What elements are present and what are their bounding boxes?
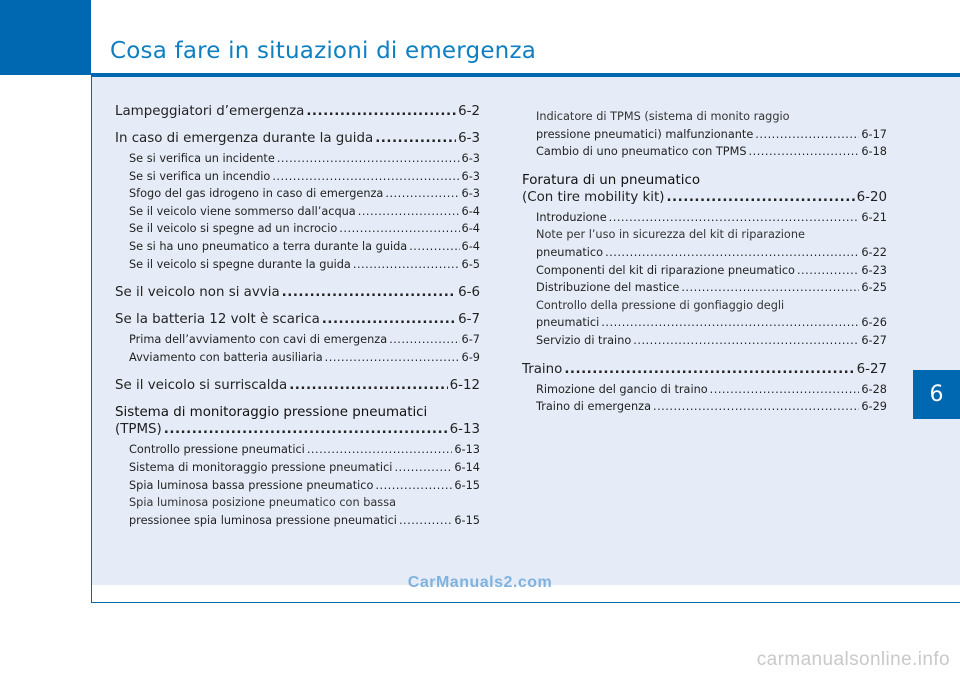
toc-entry-title: pressionee spia luminosa pressione pneumatici — [129, 513, 397, 527]
toc-entry-row — [129, 203, 480, 221]
toc-entry-page: 6-25 — [861, 281, 887, 295]
toc-entry-row — [129, 441, 480, 459]
toc-entry-title: Cambio di uno pneumatico con TPMS — [536, 145, 747, 159]
dot-leader — [375, 131, 456, 146]
dot-leader — [409, 238, 459, 256]
corner-block — [0, 0, 91, 75]
toc-entry-row — [129, 477, 480, 495]
toc-entry-page: 6-22 — [861, 245, 887, 259]
toc-entry-row — [129, 185, 480, 203]
toc-entry-page: 6-15 — [454, 513, 480, 527]
toc-entry-page: 6-21 — [861, 210, 887, 224]
toc-subsection[interactable] — [129, 459, 480, 477]
dot-leader — [653, 398, 859, 416]
toc-entry-title: Rimozione del gancio di traino — [536, 382, 708, 396]
toc-entry-title: Sistema di monitoraggio pressione pneumatici — [129, 460, 393, 474]
toc-entry-row — [536, 332, 887, 350]
toc-entry-row — [536, 143, 887, 161]
dot-leader — [307, 441, 453, 459]
toc-section[interactable] — [115, 131, 480, 146]
toc-entry-row — [129, 512, 480, 530]
toc-entry-title: Se il veicolo si surriscalda — [115, 378, 288, 394]
toc-subsection[interactable] — [129, 203, 480, 221]
dot-leader — [710, 381, 860, 399]
dot-leader — [272, 168, 459, 186]
toc-entry-title: Se si ha uno pneumatico a terra durante la guida — [129, 239, 408, 253]
dot-leader — [306, 104, 456, 119]
toc-subsection[interactable] — [129, 238, 480, 256]
toc-entry-row — [129, 349, 480, 367]
toc-entry-title-line1: Sistema di monitoraggio pressione pneumatici — [115, 405, 428, 421]
dot-leader — [375, 477, 452, 495]
toc-entry-page: 6-12 — [449, 378, 480, 394]
toc-entry-page: 6-2 — [458, 104, 480, 119]
toc-entry-row — [115, 312, 480, 327]
toc-entry-row — [129, 238, 480, 256]
toc-entry-page: 6-26 — [861, 316, 887, 330]
toc-entry-row — [536, 381, 887, 399]
toc-entry-title: In caso di emergenza durante la guida — [115, 131, 374, 146]
dot-leader — [633, 332, 859, 350]
toc-entry-page: 6-4 — [461, 204, 480, 218]
toc-entry-title-line1: Spia luminosa posizione pneumatico con bassa — [129, 496, 397, 510]
dot-leader — [353, 256, 460, 274]
toc-entry-row — [536, 398, 887, 416]
toc-entry-page: 6-4 — [461, 222, 480, 236]
dot-leader — [797, 262, 859, 280]
toc-subsection[interactable] — [536, 279, 887, 297]
toc-entry-page: 6-4 — [461, 239, 480, 253]
toc-subsection[interactable] — [536, 332, 887, 350]
toc-entry-title: Traino di emergenza — [536, 400, 651, 414]
dot-leader — [282, 285, 456, 300]
dot-leader — [399, 512, 452, 530]
toc-subsection[interactable] — [129, 331, 480, 349]
dot-leader — [681, 279, 859, 297]
toc-entry-row — [536, 262, 887, 280]
toc-entry-title: Distribuzione del mastice — [536, 281, 680, 295]
toc-entry-page: 6-3 — [461, 152, 480, 165]
toc-entry-title-line1: Indicatore di TPMS (sistema di monito raggio — [536, 110, 790, 123]
toc-right-column — [522, 108, 887, 416]
toc-entry-title: (Con tire mobility kit) — [522, 189, 665, 205]
toc-entry-page: 6-17 — [861, 127, 887, 141]
toc-entry-page: 6-3 — [458, 131, 480, 146]
toc-subsection[interactable] — [129, 256, 480, 274]
toc-subsection[interactable] — [129, 220, 480, 238]
dot-leader — [749, 143, 860, 161]
toc-entry-row — [536, 314, 887, 332]
toc-entry-title: Se il veicolo non si avvia — [115, 285, 280, 301]
toc-entry-page: 6-28 — [861, 382, 887, 396]
toc-entry-title: Se la batteria 12 volt è scarica — [115, 312, 320, 328]
toc-entry-title: Controllo pressione pneumatici — [129, 443, 305, 457]
toc-entry-page: 6-13 — [449, 422, 480, 438]
toc-entry-title: Servizio di traino — [536, 333, 632, 347]
toc-entry-title: pneumatici — [536, 316, 600, 330]
toc-entry-page: 6-13 — [454, 443, 480, 457]
toc-entry-page: 6-18 — [861, 145, 887, 159]
toc-subsection[interactable] — [129, 477, 480, 495]
toc-subsection[interactable] — [536, 226, 887, 261]
toc-subsection[interactable] — [129, 441, 480, 459]
dot-leader — [385, 185, 459, 203]
toc-subsection[interactable] — [536, 262, 887, 280]
toc-entry-title: Componenti del kit di riparazione pneumatico — [536, 263, 795, 277]
chapter-tab[interactable]: 6 — [913, 370, 960, 419]
toc-entry-page: 6-20 — [856, 189, 887, 205]
toc-subsection[interactable] — [536, 297, 887, 332]
toc-subsection[interactable] — [536, 398, 887, 416]
toc-entry-row — [115, 285, 480, 300]
toc-entry-page: 6-27 — [856, 361, 887, 377]
toc-entry-title: Lampeggiatori d’emergenza — [115, 104, 305, 119]
toc-entry-page: 6-15 — [454, 478, 480, 492]
dot-leader — [322, 312, 456, 327]
toc-entry-title: pressione pneumatici) malfunzionante — [536, 127, 754, 141]
dot-leader — [666, 190, 854, 205]
toc-entry-page: 6-14 — [454, 460, 480, 474]
toc-entry-row — [522, 362, 887, 377]
toc-section[interactable] — [522, 173, 887, 205]
toc-entry-row — [129, 459, 480, 477]
toc-subsection[interactable] — [129, 185, 480, 203]
dot-leader — [601, 314, 859, 332]
dot-leader — [164, 422, 448, 437]
dot-leader — [389, 331, 459, 349]
dot-leader — [605, 244, 859, 262]
page-title: Cosa fare in situazioni di emergenza — [110, 38, 537, 64]
toc-subsection[interactable] — [536, 381, 887, 399]
toc-entry-row — [129, 220, 480, 238]
toc-entry-title: Sfogo del gas idrogeno in caso di emergenza — [129, 187, 384, 201]
toc-entry-title-line1: Controllo della pressione di gonfiaggio degli — [536, 298, 785, 312]
dot-leader — [358, 203, 460, 221]
toc-entry-row — [536, 244, 887, 262]
toc-section[interactable] — [115, 405, 480, 437]
dot-leader — [564, 362, 854, 377]
toc-section[interactable] — [115, 312, 480, 327]
toc-entry-page: 6-5 — [461, 257, 480, 271]
toc-entry-title: Se si verifica un incidente — [129, 152, 275, 165]
toc-entry-row — [536, 126, 887, 144]
toc-section[interactable] — [115, 104, 480, 119]
toc-entry-title: Se il veicolo si spegne ad un incrocio — [129, 222, 338, 236]
toc-entry-page: 6-3 — [461, 169, 480, 183]
toc-entry-page: 6-6 — [458, 285, 480, 301]
toc-entry-title: Se si verifica un incendio — [129, 169, 271, 183]
watermark-carmanuals2: CarManuals2.com — [407, 574, 553, 591]
toc-entry-row — [536, 209, 887, 227]
toc-section[interactable] — [115, 378, 480, 393]
toc-entry-page: 6-29 — [861, 400, 887, 414]
dot-leader — [339, 220, 459, 238]
toc-subsection[interactable] — [536, 108, 887, 143]
toc-entry-row — [536, 279, 887, 297]
dot-leader — [609, 209, 860, 227]
toc-entry-row — [115, 378, 480, 393]
dot-leader — [289, 378, 447, 393]
toc-entry-row — [129, 331, 480, 349]
toc-entry-title-line1: Note per l’uso in sicurezza del kit di riparazione — [536, 228, 805, 242]
toc-entry-row — [129, 168, 480, 186]
toc-entry-page: 6-7 — [458, 312, 480, 328]
toc-entry-page: 6-23 — [861, 263, 887, 277]
toc-entry-title: Se il veicolo viene sommerso dall’acqua — [129, 204, 356, 218]
toc-entry-title: Spia luminosa bassa pressione pneumatico — [129, 478, 374, 492]
toc-entry-row — [115, 422, 480, 437]
toc-entry-row — [522, 190, 887, 205]
toc-entry-page: 6-27 — [861, 333, 887, 347]
left-rule — [91, 77, 92, 603]
toc-entry-page: 6-7 — [461, 333, 480, 347]
toc-entry-title-line1: Foratura di un pneumatico — [522, 172, 701, 188]
toc-entry-row — [115, 131, 480, 146]
toc-section[interactable] — [522, 362, 887, 377]
watermark-carmanualsonline: carmanualsonline.info — [756, 649, 950, 670]
toc-entry-row — [115, 104, 480, 119]
toc-subsection[interactable] — [129, 150, 480, 168]
toc-entry-title: Avviamento con batteria ausiliaria — [129, 350, 323, 364]
dot-leader — [394, 459, 452, 477]
dot-leader — [755, 126, 859, 144]
toc-left-column — [115, 104, 480, 529]
toc-entry-title: Traino — [522, 361, 563, 377]
dot-leader — [325, 349, 460, 367]
toc-entry-title: Se il veicolo si spegne durante la guida — [129, 257, 351, 271]
toc-entry-page: 6-9 — [461, 350, 480, 364]
toc-entry-title: Prima dell’avviamento con cavi di emergenza — [129, 333, 388, 347]
bottom-rule — [91, 602, 960, 603]
toc-entry-title: pneumatico — [536, 245, 604, 259]
toc-subsection[interactable] — [129, 168, 480, 186]
toc-subsection[interactable] — [536, 209, 887, 227]
toc-subsection[interactable] — [536, 143, 887, 161]
dot-leader — [277, 150, 460, 168]
toc-entry-title: (TPMS) — [115, 422, 162, 438]
toc-entry-row — [129, 256, 480, 274]
toc-subsection[interactable] — [129, 349, 480, 367]
toc-subsection[interactable] — [129, 494, 480, 529]
toc-entry-title: Introduzione — [536, 210, 607, 224]
toc-section[interactable] — [115, 285, 480, 300]
toc-entry-page: 6-3 — [461, 187, 480, 201]
toc-entry-row — [129, 150, 480, 168]
